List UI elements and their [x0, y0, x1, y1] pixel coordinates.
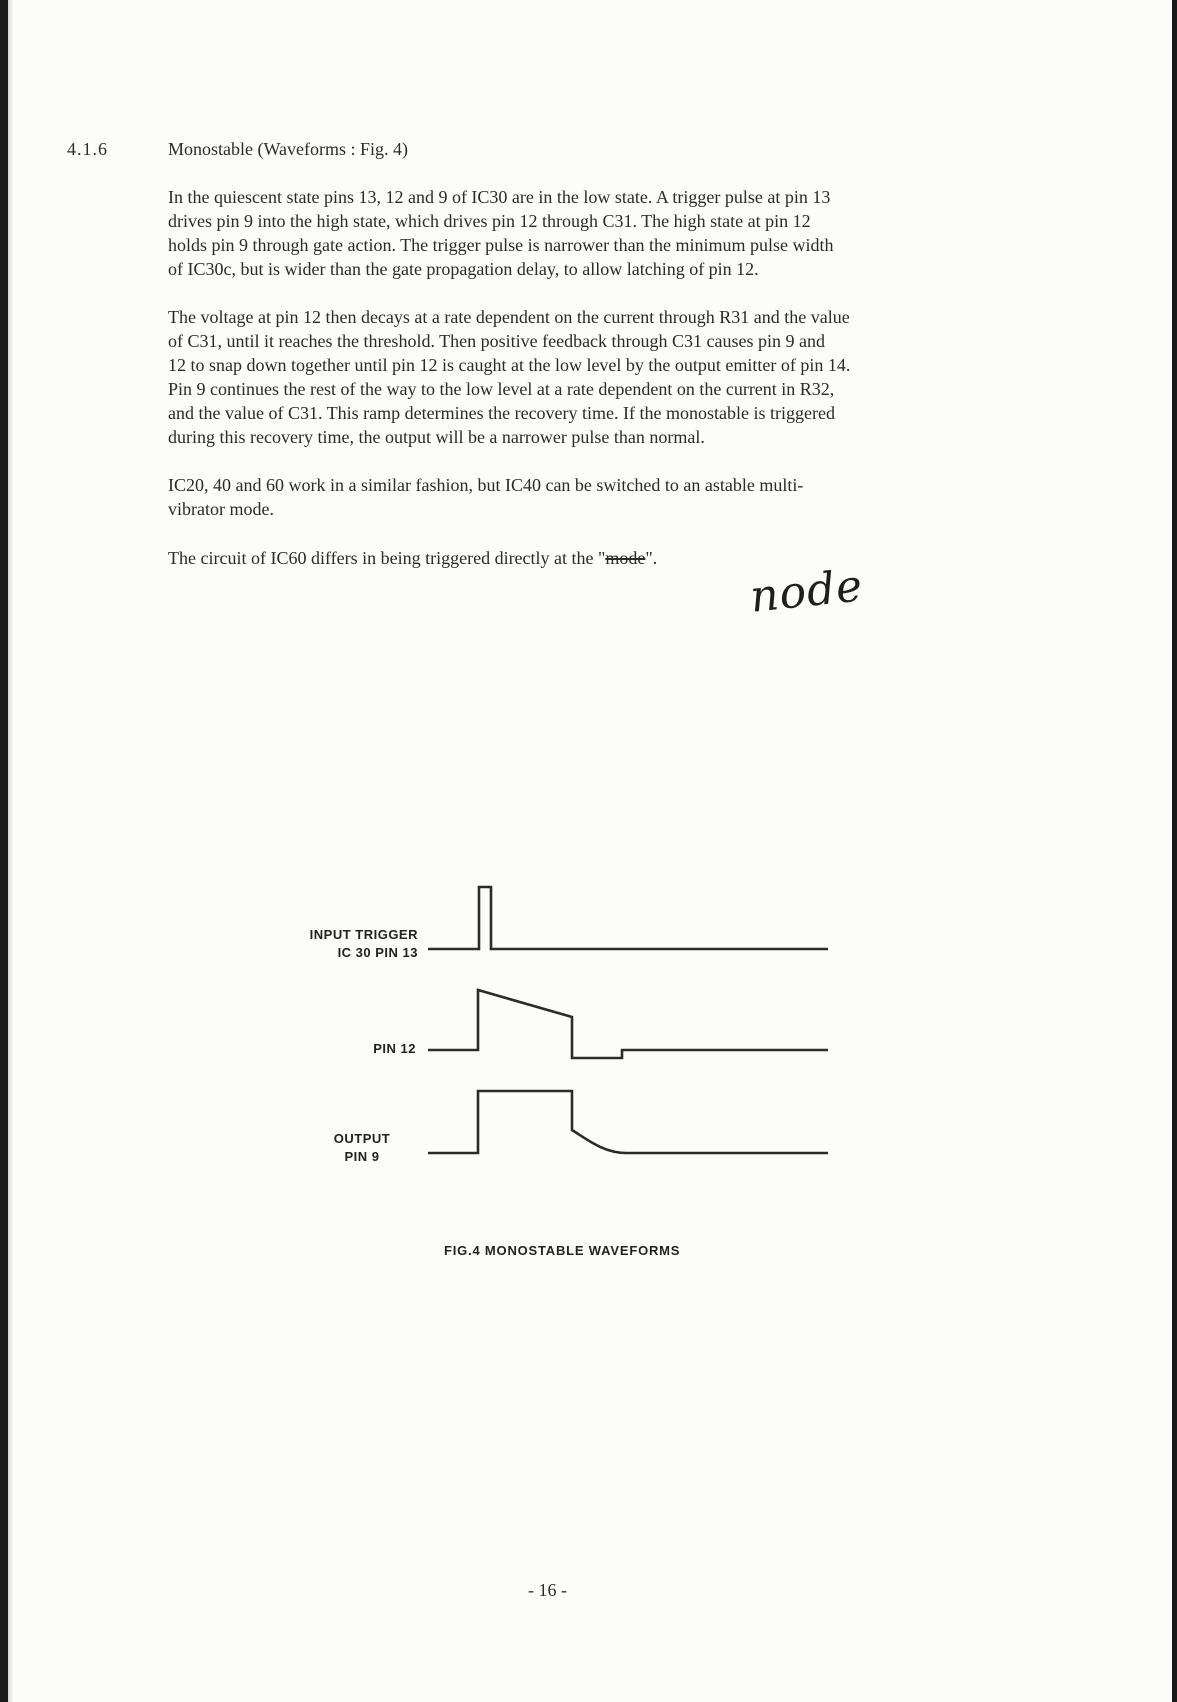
text-line: 12 to snap down together until pin 12 is caught at the low level by the output emitter of pin 14. [168, 355, 851, 375]
text-line: vibrator mode. [168, 499, 274, 519]
text-line: of C31, until it reaches the threshold. Then positive feedback through C31 causes pin 9 and [168, 331, 826, 351]
text-line: Pin 9 continues the rest of the way to the low level at a rate dependent on the current in R32, [168, 379, 835, 399]
text-line: The voltage at pin 12 then decays at a rate dependent on the current through R31 and the value [168, 307, 850, 327]
waveform-output-pin9 [428, 1091, 828, 1153]
text-line: and the value of C31. This ramp determines the recovery time. If the monostable is triggered [168, 403, 835, 423]
text-line: during this recovery time, the output will be a narrower pulse than normal. [168, 427, 705, 447]
label-pin12: PIN 12 [373, 1041, 416, 1056]
document-page [8, 0, 1172, 1702]
waveform-pin12 [428, 990, 828, 1058]
section-title: Monostable (Waveforms : Fig. 4) [168, 139, 409, 159]
label-line: INPUT TRIGGER [309, 927, 418, 942]
label-line: IC 30 PIN 13 [337, 945, 418, 960]
text-line: holds pin 9 through gate action. The trigger pulse is narrower than the minimum pulse width [168, 235, 834, 255]
figure-caption: FIG.4 MONOSTABLE WAVEFORMS [444, 1243, 681, 1258]
text-line: IC20, 40 and 60 work in a similar fashion, but IC40 can be switched to an astable multi- [168, 475, 804, 495]
label-line: OUTPUT [333, 1131, 391, 1146]
waveform-diagram [8, 0, 1172, 1702]
section-number: 4.1.6 [67, 139, 108, 159]
struck-word: mode [605, 548, 646, 568]
handwritten-correction: node [747, 560, 866, 623]
text-line: of IC30c, but is wider than the gate propagation delay, to allow latching of pin 12. [168, 259, 759, 279]
label-line: PIN 9 [344, 1149, 380, 1164]
page-number: - 16 - [528, 1580, 567, 1600]
text-prefix: The circuit of IC60 differs in being triggered directly at the " [168, 548, 606, 568]
text-suffix: ". [645, 548, 658, 568]
text-line: In the quiescent state pins 13, 12 and 9 of IC30 are in the low state. A trigger pulse at pin 13 [168, 187, 831, 207]
waveform-input-trigger [428, 887, 828, 949]
text-line: drives pin 9 into the high state, which drives pin 12 through C31. The high state at pin 12 [168, 211, 811, 231]
